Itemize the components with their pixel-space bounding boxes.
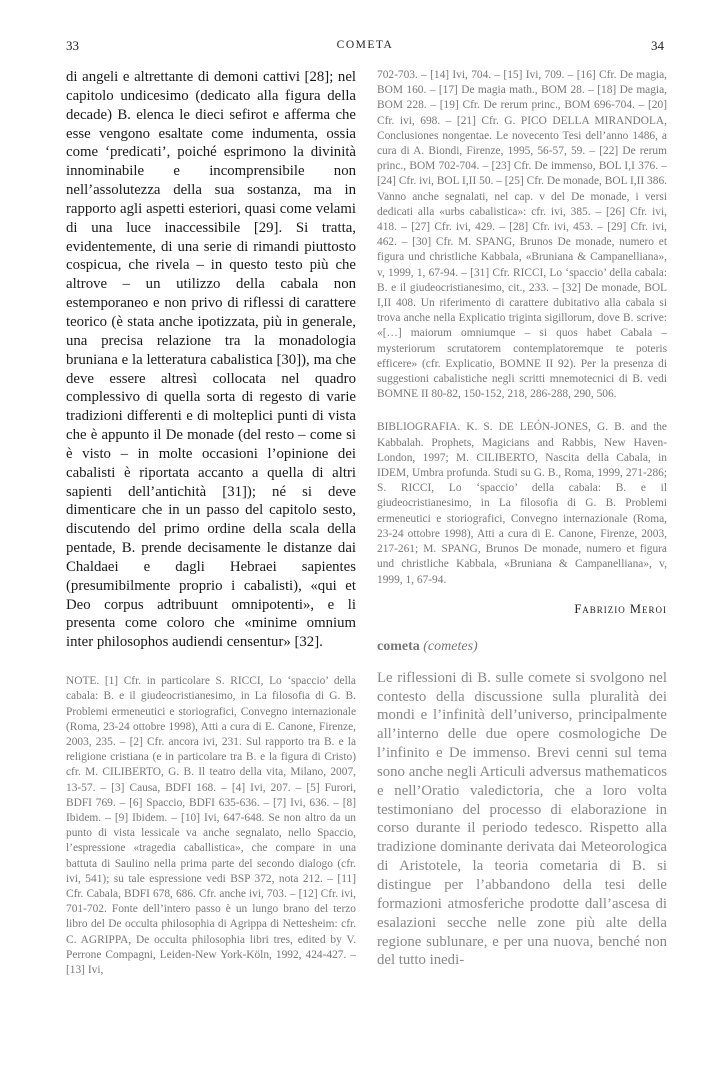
entry-text: Le riflessioni di B. sulle comete si svolgono nel contesto della discussione sulla pluralità dei mondi e l’infinità dell’universo, principalmente all’interno delle due opere cosmologiche De l’infinito e De immenso. Brevi cenni sul tema sono anche negli Articuli adversus mathematicos e nell’Oratio valedictoria, che a loro volta testimoniano del processo di elaborazione in corso durante il periodo tedesco. Rispetto alla tradizione dominante derivata dai Meteorologica di Aristotele, la teoria cometaria di B. si distingue per l’abbandono della tesi delle formazioni atmosferiche prodotte dall’ascesa di esalazioni secche nelle zone più alte della regione sublunare, e per una nuova, benché non del tutto inedi- <box>377 669 667 969</box>
running-header <box>66 38 664 58</box>
left-column <box>66 68 356 978</box>
footnotes-continued: 702-703. – [14] Ivi, 704. – [15] Ivi, 709. – [16] Cfr. De magia, BOM 160. – [17] De magia math., BOM 28. – [18] De magia, BOM 228. – [19] Cfr. De rerum princ., BOM 696-704. – [20] Cfr. ivi, 698. – [21] Cfr. G. PICO DELLA MIRANDOLA, Conclusiones nongentae. Le novecento Tesi dell’anno 1486, a cura di A. Biondi, Firenze, 1995, 56-57, 59. – [22] De rerum princ., BOM 702-704. – [23] Cfr. De immenso, BOL I,I 376. – [24] Cfr. ivi, BOL I,II 50. – [25] Cfr. De monade, BOL I,II 386. Vanno anche segnalati, nel cap. v del De monade, i versi dedicati alla «urbs cabalistica»: cfr. ivi, 385. – [26] Cfr. ivi, 418. – [27] Cfr. ivi, 429. – [28] Cfr. ivi, 453. – [29] Cfr. ivi, 462. – [30] Cfr. M. SPANG, Brunos De monade, numero et figura und christliche Kabbala, «Bruniana & Campanelliana», v, 1999, 1, 67-94. – [31] Cfr. RICCI, Lo ‘spaccio’ della cabala: B. e il giudeocristianesimo, cit., 233. – [32] De monade, BOL I,II 408. Un riferimento di carattere dubitativo alla cabala si trova anche nella Explicatio triginta sigillorum, dove B. scrive: «[…] maiorum omniumque – si quos habet Cabala – mysteriorum scrutatorem contemplatoremque te poteris efficere» (cfr. Explicatio, BOMNE II 92). Per la presenza di suggestioni cabalistiche negli scritti mnemotecnici di B. vedi BOMNE II 80-82, 150-152, 218, 286-288, 290, 506. <box>377 69 667 401</box>
author-signature: Fabrizio Meroi <box>574 601 667 616</box>
running-title: COMETA <box>336 39 394 51</box>
entry-title: cometa <box>377 638 420 654</box>
bibliography: BIBLIOGRAFIA. K. S. DE LEÓN-JONES, G. B. and the Kabbalah. Prophets, Magicians and Rabbis, New Haven-London, 1997; M. CILIBERTO, Nascita della Cabala, in IDEM, Umbra profunda. Studi su G. B., Roma, 1999, 271-286; S. RICCI, Lo ‘spaccio’ della cabala: B. e il giudeocristianesimo, in La filosofia di G. B. Problemi ermeneutici e storiografici, Convegno internazionale (Roma, 23-24 ottobre 1998), Atti a cura di E. Canone, Firenze, 2003, 217-261; M. SPANG, Brunos De monade, numero et figura und christliche Kabbala, «Bruniana & Campanelliana», v, 1999, 1, 67-94. <box>377 421 667 586</box>
page-number-left: 33 <box>66 38 79 53</box>
footnotes: NOTE. [1] Cfr. in particolare S. RICCI, Lo ‘spaccio’ della cabala: B. e il giudeocristianesimo, in La filosofia di G. B. Problemi ermeneutici e storiografici, Convegno internazionale (Roma, 23-24 ottobre 1998), Atti a cura di E. Canone, Firenze, 2003, 235. – [2] Cfr. ancora ivi, 231. Sul rapporto tra B. e la religione cristiana (e in particolare tra B. e la figura di Cristo) cfr. M. CILIBERTO, G. B. Il teatro della vita, Milano, 2007, 13-57. – [3] Causa, BDFI 168. – [4] Ivi, 207. – [5] Furori, BDFI 769. – [6] Spaccio, BDFI 635-636. – [7] Ivi, 636. – [8] Ibidem. – [9] Ibidem. – [10] Ivi, 647-648. Se non altro da un punto di vista lessicale va anche segnalato, nello Spaccio, l’espressione «tragedia caballistica», che compare in una battuta di Saulino nella prima parte del secondo dialogo (cfr. ivi, 541); su tale espressione vedi BSP 372, nota 212. – [11] Cfr. Cabala, BDFI 678, 686. Cfr. anche ivi, 703. – [12] Cfr. ivi, 701-702. Fonte dell’intero passo è un lungo brano del terzo libro del De occulta philosophia di Agrippa di Nettesheim: cfr. C. AGRIPPA, De occulta philosophia libri tres, edited by V. Perrone Compagni, Leiden-New York-Köln, 1992, 424-427. – [13] Ivi, <box>66 675 356 977</box>
entry-latin-term: (cometes) <box>423 638 478 654</box>
entry-heading <box>377 639 667 655</box>
page-number-right: 34 <box>651 38 664 53</box>
right-column <box>377 68 667 970</box>
body-paragraph: di angeli e altrettante di demoni cattivi [28]; nel capitolo undicesimo (dedicato alla figura della decade) B. elenca le dieci sefirot e afferma che esse vengono esaltate come indumenta, ossia come ‘predicati’, poiché esprimono la divinità innominabile e incomprensibile non nell’assolutezza della sua sostanza, ma in rapporto agli aspetti esteriori, quasi come velami di una luce inaccessibile [29]. Si tratta, evidentemente, di una serie di rimandi piuttosto cospicua, che rivela – in questo testo più che altrove – un utilizzo della cabala non estemporaneo e non privo di riflessi di carattere teorico (è stata anche ipotizzata, più in generale, una precisa relazione tra la monadologia bruniana e la letteratura cabalistica [30]), ma che deve essere altresì collocata nel quadro complessivo di quella sorta di regesto di varie tradizioni differenti e di molteplici punti di vista che è appunto il De monade (del resto – come si è visto – in molte occasioni l’opinione dei cabalisti è riportata accanto a quella di altri sapienti dell’antichità [31]); né si deve dimenticare che in un passo del capitolo sesto, discutendo del primo ordine della scala della pentade, B. prende decisamente le distanze dai Chaldaei e dagli Hebraei sapientes (presumibilmente proprio i cabalisti), «qui et Deo corpus adtribuunt omnipotenti», e li presenta come coloro che «minime omnium inter philosophos audiendi censentur» [32]. <box>66 69 356 651</box>
